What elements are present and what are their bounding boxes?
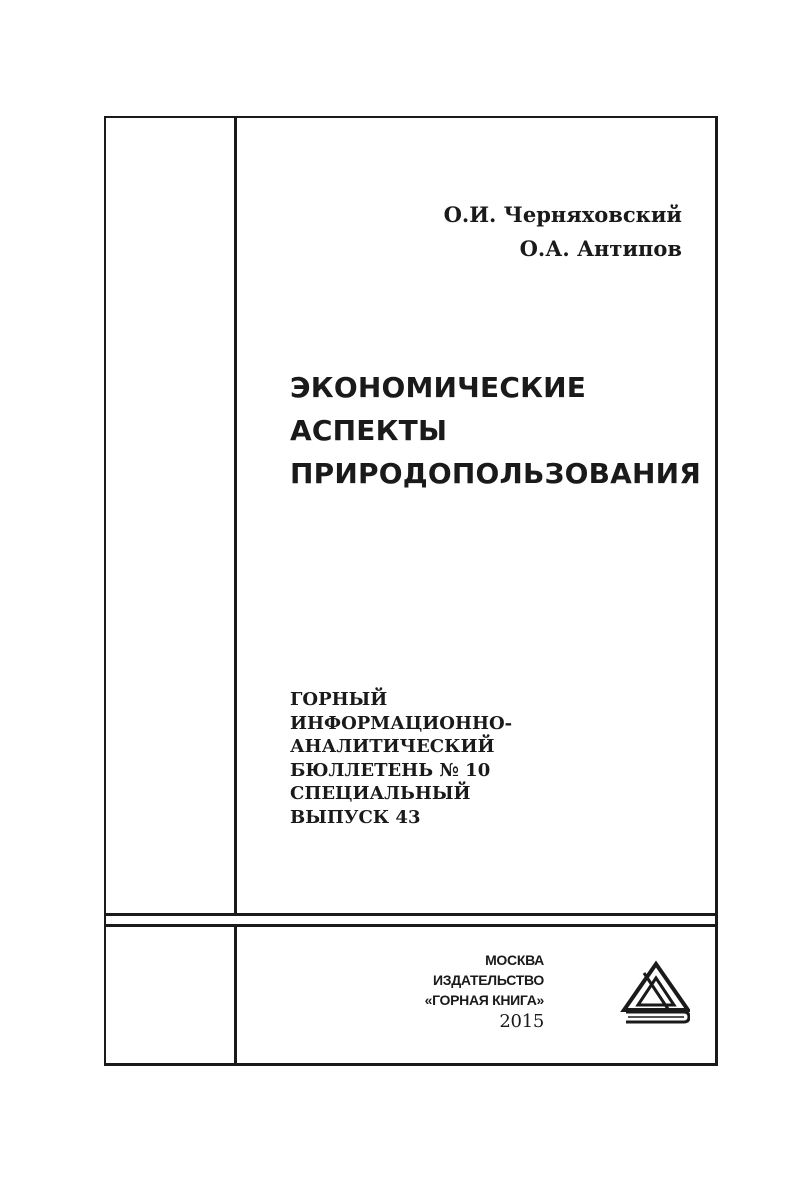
series-line: АНАЛИТИЧЕСКИЙ — [290, 736, 495, 757]
author-name: О.И. Черняховский — [443, 202, 682, 227]
publisher-block — [410, 950, 544, 1034]
publisher-city: МОСКВА — [485, 952, 544, 968]
book-title-line: ПРИРОДОПОЛЬЗОВАНИЯ — [290, 457, 702, 490]
book-title-line: АСПЕКТЫ — [290, 414, 448, 447]
book-title-line: ЭКОНОМИЧЕСКИЕ — [290, 371, 587, 404]
series-line: ВЫПУСК 43 — [290, 806, 421, 828]
cover-frame-bottom — [104, 1063, 718, 1066]
series-line: СПЕЦИАЛЬНЫЙ — [290, 783, 471, 804]
series-line: БЮЛЛЕТЕНЬ № 10 — [290, 759, 491, 781]
series-block — [290, 688, 512, 829]
publisher-name: «ГОРНАЯ КНИГА» — [424, 992, 544, 1008]
cover-frame-top — [104, 116, 718, 118]
publisher-label: ИЗДАТЕЛЬСТВО — [432, 972, 544, 988]
series-line: ГОРНЫЙ — [290, 689, 388, 710]
book-title — [290, 366, 701, 495]
cover-separator-line — [104, 913, 718, 916]
cover-inner-vertical-line-lower — [234, 926, 237, 1064]
cover-separator-line-second — [104, 924, 718, 927]
publication-year: 2015 — [499, 1011, 544, 1032]
author-name: О.А. Антипов — [519, 236, 682, 261]
gornaya-kniga-logo-icon — [618, 956, 690, 1026]
authors-block — [444, 198, 682, 266]
series-line: ИНФОРМАЦИОННО- — [290, 712, 513, 734]
cover-inner-vertical-line — [234, 116, 237, 916]
